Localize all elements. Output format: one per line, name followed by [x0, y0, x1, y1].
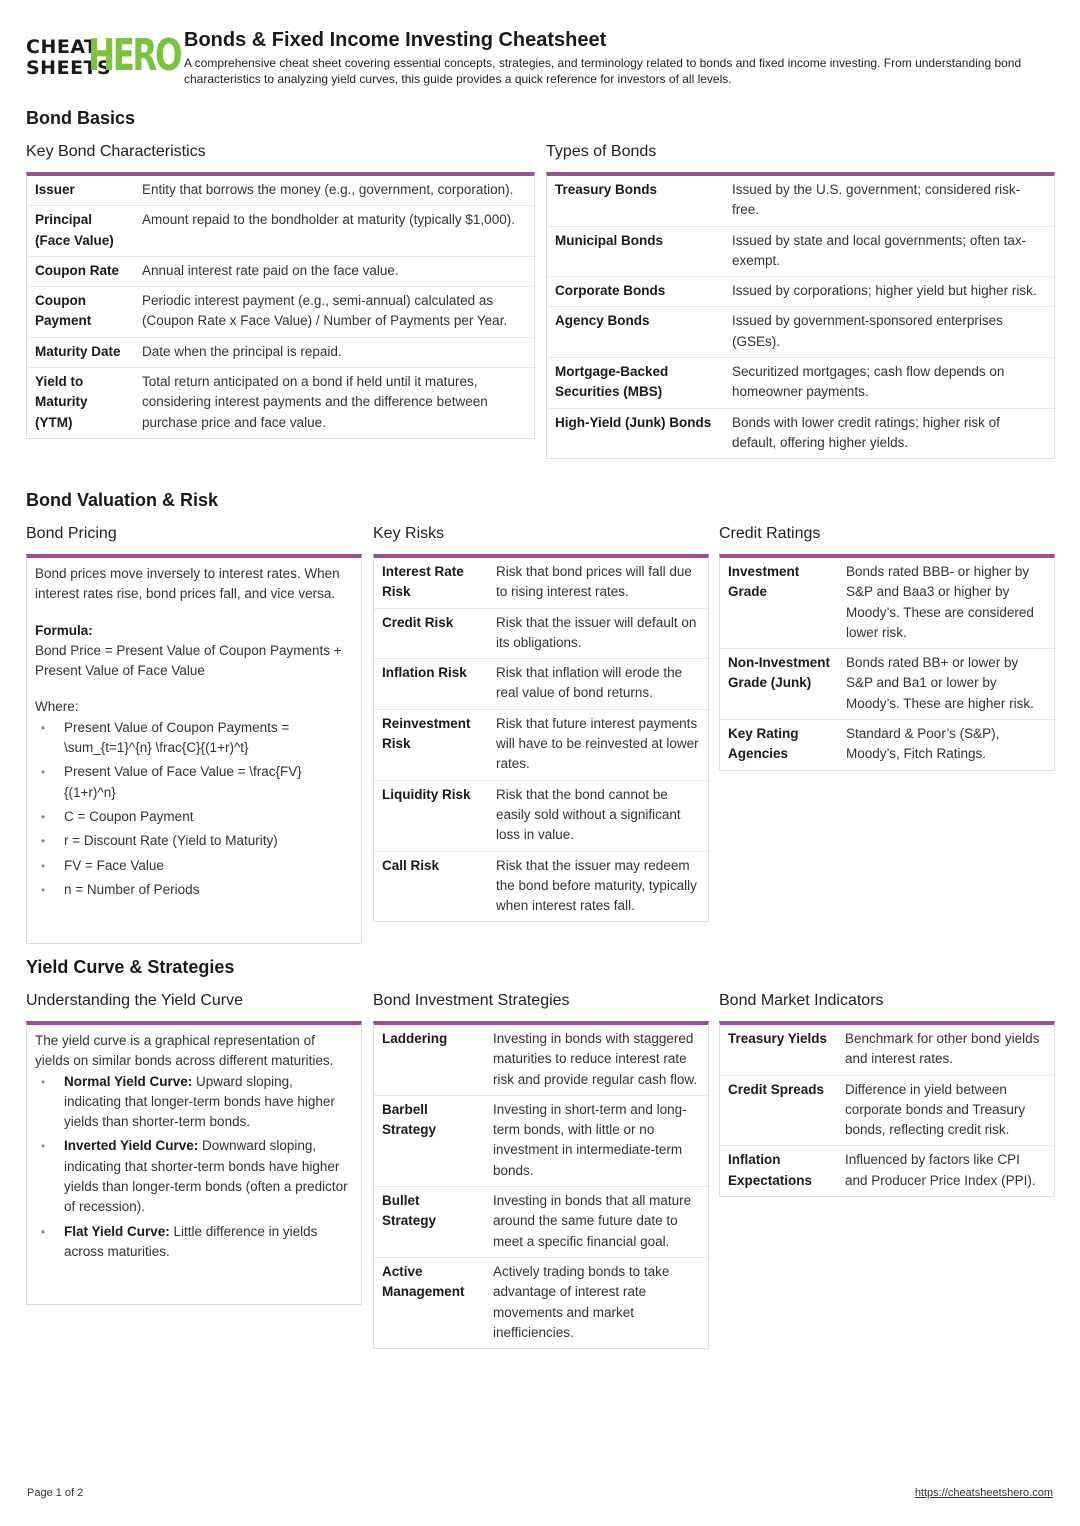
list-item: • r = Discount Rate (Yield to Maturity): [35, 831, 353, 851]
term-description: Investing in bonds that all mature around the same future date to meet a specific financial goal.: [485, 1187, 708, 1258]
term-description: Amount repaid to the bondholder at maturity (typically $1,000).: [134, 206, 534, 257]
term-description: Investing in bonds with staggered maturities to reduce interest rate risk and provide regular cash flow.: [485, 1025, 708, 1095]
term-description: Standard & Poor’s (S&P), Moody’s, Fitch Ratings.: [846, 726, 1000, 762]
term-label: Credit Risk: [374, 608, 488, 659]
term-description: Risk that future interest payments will have to be reinvested at lower rates.: [488, 709, 708, 780]
term-label: Inflation Expectations: [728, 1152, 813, 1188]
term-description: Periodic interest payment (e.g., semi-annual) calculated as (Coupon Rate x Face Value) / Number of Payments per Year.: [134, 287, 534, 338]
term-description: Risk that the bond cannot be easily sold without a significant loss in value.: [488, 780, 708, 851]
term-description: Investing in short-term and long-term bonds, with little or no investment in intermediate-term bonds.: [485, 1095, 708, 1186]
term-description: Issued by corporations; higher yield but higher risk.: [724, 277, 1054, 307]
term-description: Influenced by factors like CPI and Producer Price Index (PPI).: [845, 1152, 1036, 1188]
term-label: Active Management: [382, 1263, 465, 1300]
table-credit-ratings: [720, 558, 1054, 770]
cheatsheetshero-logo[interactable]: [26, 30, 181, 81]
card-title-investment-strategies: Bond Investment Strategies: [373, 992, 570, 1009]
card-title-key-characteristics: Key Bond Characteristics: [26, 143, 206, 160]
logo-sheets-text: SHEETS: [26, 57, 112, 79]
strategy-row: [374, 1187, 708, 1258]
bond-type-row: [547, 176, 1054, 226]
card-bond-pricing: [26, 554, 362, 944]
indicator-row: [720, 1075, 1054, 1146]
term-description: Date when the principal is repaid.: [134, 337, 534, 367]
term-label: Treasury Yields: [720, 1025, 837, 1075]
card-title-key-risks: Key Risks: [373, 525, 445, 542]
characteristic-row: [27, 287, 534, 338]
pricing-formula-label: Formula:: [35, 622, 93, 638]
term-description: Annual interest rate paid on the face value.: [134, 256, 534, 286]
term-label: Principal (Face Value): [27, 206, 134, 257]
term-label: Mortgage-Backed Securities (MBS): [547, 358, 724, 409]
term-label: Barbell Strategy: [374, 1095, 485, 1186]
term-label: Non-Investment Grade (Junk): [720, 649, 838, 720]
term-description: Bonds rated BBB- or higher by S&P and Baa3 or higher by Moody’s. These are considered lower risk.: [838, 558, 1054, 649]
page-subtitle: A comprehensive cheat sheet covering essential concepts, strategies, and terminology related to bonds and fixed income investing. From understanding bond characteristics to analyzing yield curves, this guide provides a quick reference for investors of all levels.: [184, 56, 1022, 86]
card-title-yield-curve: Understanding the Yield Curve: [26, 992, 244, 1009]
curve-type-description: Upward sloping, indicating that longer-term bonds have higher yields than shorter-term bonds.: [64, 1073, 335, 1130]
section-title-yield-curve-strategies: Yield Curve & Strategies: [26, 957, 235, 977]
term-description: Bonds with lower credit ratings; higher risk of default, offering higher yields.: [732, 414, 1000, 450]
term-label: Bullet Strategy: [374, 1187, 485, 1258]
characteristic-row: [27, 176, 534, 206]
term-description: Bonds rated BB+ or lower by S&P and Ba1 or lower by Moody’s. These are higher risk.: [838, 649, 1054, 720]
strategy-row: [374, 1095, 708, 1186]
list-item: • FV = Face Value: [35, 856, 353, 876]
term-description: Entity that borrows the money (e.g., government, corporation).: [134, 176, 534, 206]
card-credit-ratings: [719, 554, 1055, 771]
footer-link[interactable]: https://cheatsheetshero.com: [914, 1487, 1053, 1499]
characteristic-row: [27, 206, 534, 257]
indicator-row: [720, 1146, 1054, 1196]
bond-type-row: [547, 408, 1054, 458]
term-description: Issued by the U.S. government; considered risk-free.: [724, 176, 1054, 226]
term-description: Risk that the issuer may redeem the bond before maturity, typically when interest rates fall.: [496, 857, 697, 914]
risk-row: [374, 709, 708, 780]
card-types-of-bonds: [546, 172, 1055, 459]
term-description: Benchmark for other bond yields and interest rates.: [837, 1025, 1054, 1075]
list-item: • Present Value of Coupon Payments = \sum_{t=1}^{n} \frac{C}{(1+r)^t}: [35, 718, 353, 759]
page-number: Page 1 of 2: [27, 1487, 84, 1499]
curve-type-label: Normal Yield Curve:: [64, 1073, 193, 1089]
rating-row: [720, 649, 1054, 720]
strategy-row: [374, 1257, 708, 1348]
section-title-bond-basics: Bond Basics: [26, 108, 136, 128]
table-types-of-bonds: [547, 176, 1054, 458]
card-key-risks: [373, 554, 709, 922]
pricing-intro: Bond prices move inversely to interest rates. When interest rates rise, bond prices fall, and vice versa.: [35, 566, 340, 602]
card-yield-curve: [26, 1021, 362, 1305]
table-key-risks: [374, 558, 708, 921]
term-description: Risk that inflation will erode the real value of bond returns.: [488, 659, 708, 710]
bond-type-row: [547, 226, 1054, 277]
list-item: • Present Value of Face Value = \frac{FV}{(1+r)^n}: [35, 762, 353, 803]
list-item: [35, 1136, 353, 1217]
curve-type-label: Inverted Yield Curve:: [64, 1138, 199, 1154]
term-label: Credit Spreads: [720, 1075, 837, 1146]
term-label: Coupon Rate: [27, 256, 134, 286]
pricing-where: Where:: [35, 699, 79, 715]
term-label: Coupon Payment: [27, 287, 134, 338]
risk-row: [374, 608, 708, 659]
section-title-valuation-risk: Bond Valuation & Risk: [26, 490, 219, 510]
term-label: Reinvestment Risk: [374, 709, 488, 780]
term-label: Investment Grade: [720, 558, 838, 649]
term-description: Issued by state and local governments; often tax-exempt.: [724, 226, 1054, 277]
term-label: High-Yield (Junk) Bonds: [555, 414, 712, 430]
bond-type-row: [547, 358, 1054, 409]
term-description: Actively trading bonds to take advantage of interest rate movements and market inefficiencies.: [493, 1263, 670, 1340]
characteristic-row: [27, 337, 534, 367]
bond-type-row: [547, 307, 1054, 358]
card-title-market-indicators: Bond Market Indicators: [719, 992, 884, 1009]
card-title-credit-ratings: Credit Ratings: [719, 525, 821, 542]
card-title-types-of-bonds: Types of Bonds: [546, 143, 657, 160]
list-item: [35, 1222, 353, 1263]
term-description: Risk that bond prices will fall due to rising interest rates.: [488, 558, 708, 608]
logo-hero-text: HERO: [88, 30, 181, 81]
term-description: Risk that the issuer will default on its obligations.: [488, 608, 708, 659]
indicator-row: [720, 1025, 1054, 1075]
strategy-row: [374, 1025, 708, 1095]
yield-curve-intro: The yield curve is a graphical representation of yields on similar bonds across different maturities.: [35, 1033, 334, 1069]
term-label: Interest Rate Risk: [374, 558, 488, 608]
term-label: Liquidity Risk: [374, 780, 488, 851]
term-description: Difference in yield between corporate bonds and Treasury bonds, reflecting credit risk.: [837, 1075, 1054, 1146]
term-label: Yield to Maturity (YTM): [35, 374, 88, 430]
term-label: Agency Bonds: [547, 307, 724, 358]
card-investment-strategies: [373, 1021, 709, 1349]
list-item: • C = Coupon Payment: [35, 807, 353, 827]
risk-row: [374, 780, 708, 851]
pricing-variable-list: [35, 718, 353, 900]
term-label: Maturity Date: [27, 337, 134, 367]
risk-row: [374, 659, 708, 710]
pricing-formula: Bond Price = Present Value of Coupon Payments + Present Value of Face Value: [35, 642, 342, 679]
risk-row: [374, 851, 708, 921]
bond-type-row: [547, 277, 1054, 307]
term-description: Securitized mortgages; cash flow depends on homeowner payments.: [724, 358, 1054, 409]
table-investment-strategies: [374, 1025, 708, 1348]
card-title-bond-pricing: Bond Pricing: [26, 525, 117, 542]
list-item: [35, 1072, 353, 1133]
table-key-characteristics: [27, 176, 534, 438]
characteristic-row: [27, 256, 534, 286]
page-header: [26, 28, 1056, 90]
term-label: Municipal Bonds: [547, 226, 724, 277]
term-label: Corporate Bonds: [547, 277, 724, 307]
term-label: Call Risk: [382, 857, 440, 873]
term-description: Total return anticipated on a bond if held until it matures, considering interest payments and the difference between purchase price and face value.: [142, 374, 488, 430]
risk-row: [374, 558, 708, 608]
card-market-indicators: [719, 1021, 1055, 1197]
page-title: Bonds & Fixed Income Investing Cheatsheet: [184, 29, 607, 51]
rating-row: [720, 558, 1054, 649]
characteristic-row: [27, 368, 534, 438]
yield-curve-list: [35, 1072, 353, 1263]
curve-type-label: Flat Yield Curve:: [64, 1223, 170, 1239]
rating-row: [720, 720, 1054, 770]
term-label: Treasury Bonds: [547, 176, 724, 226]
card-key-characteristics: [26, 172, 535, 439]
term-label: Inflation Risk: [374, 659, 488, 710]
table-market-indicators: [720, 1025, 1054, 1196]
list-item: • n = Number of Periods: [35, 880, 353, 900]
term-label: Key Rating Agencies: [728, 726, 799, 762]
term-label: Issuer: [27, 176, 134, 206]
curve-type-description: Downward sloping, indicating that shorter-term bonds have higher yields than longer-term bonds (often a predictor of recession).: [64, 1138, 348, 1215]
term-description: Issued by government-sponsored enterprises (GSEs).: [724, 307, 1054, 358]
curve-type-description: Little difference in yields across maturities.: [64, 1223, 318, 1259]
term-label: Laddering: [374, 1025, 485, 1095]
logo-cheat-text: CHEAT: [26, 36, 98, 58]
